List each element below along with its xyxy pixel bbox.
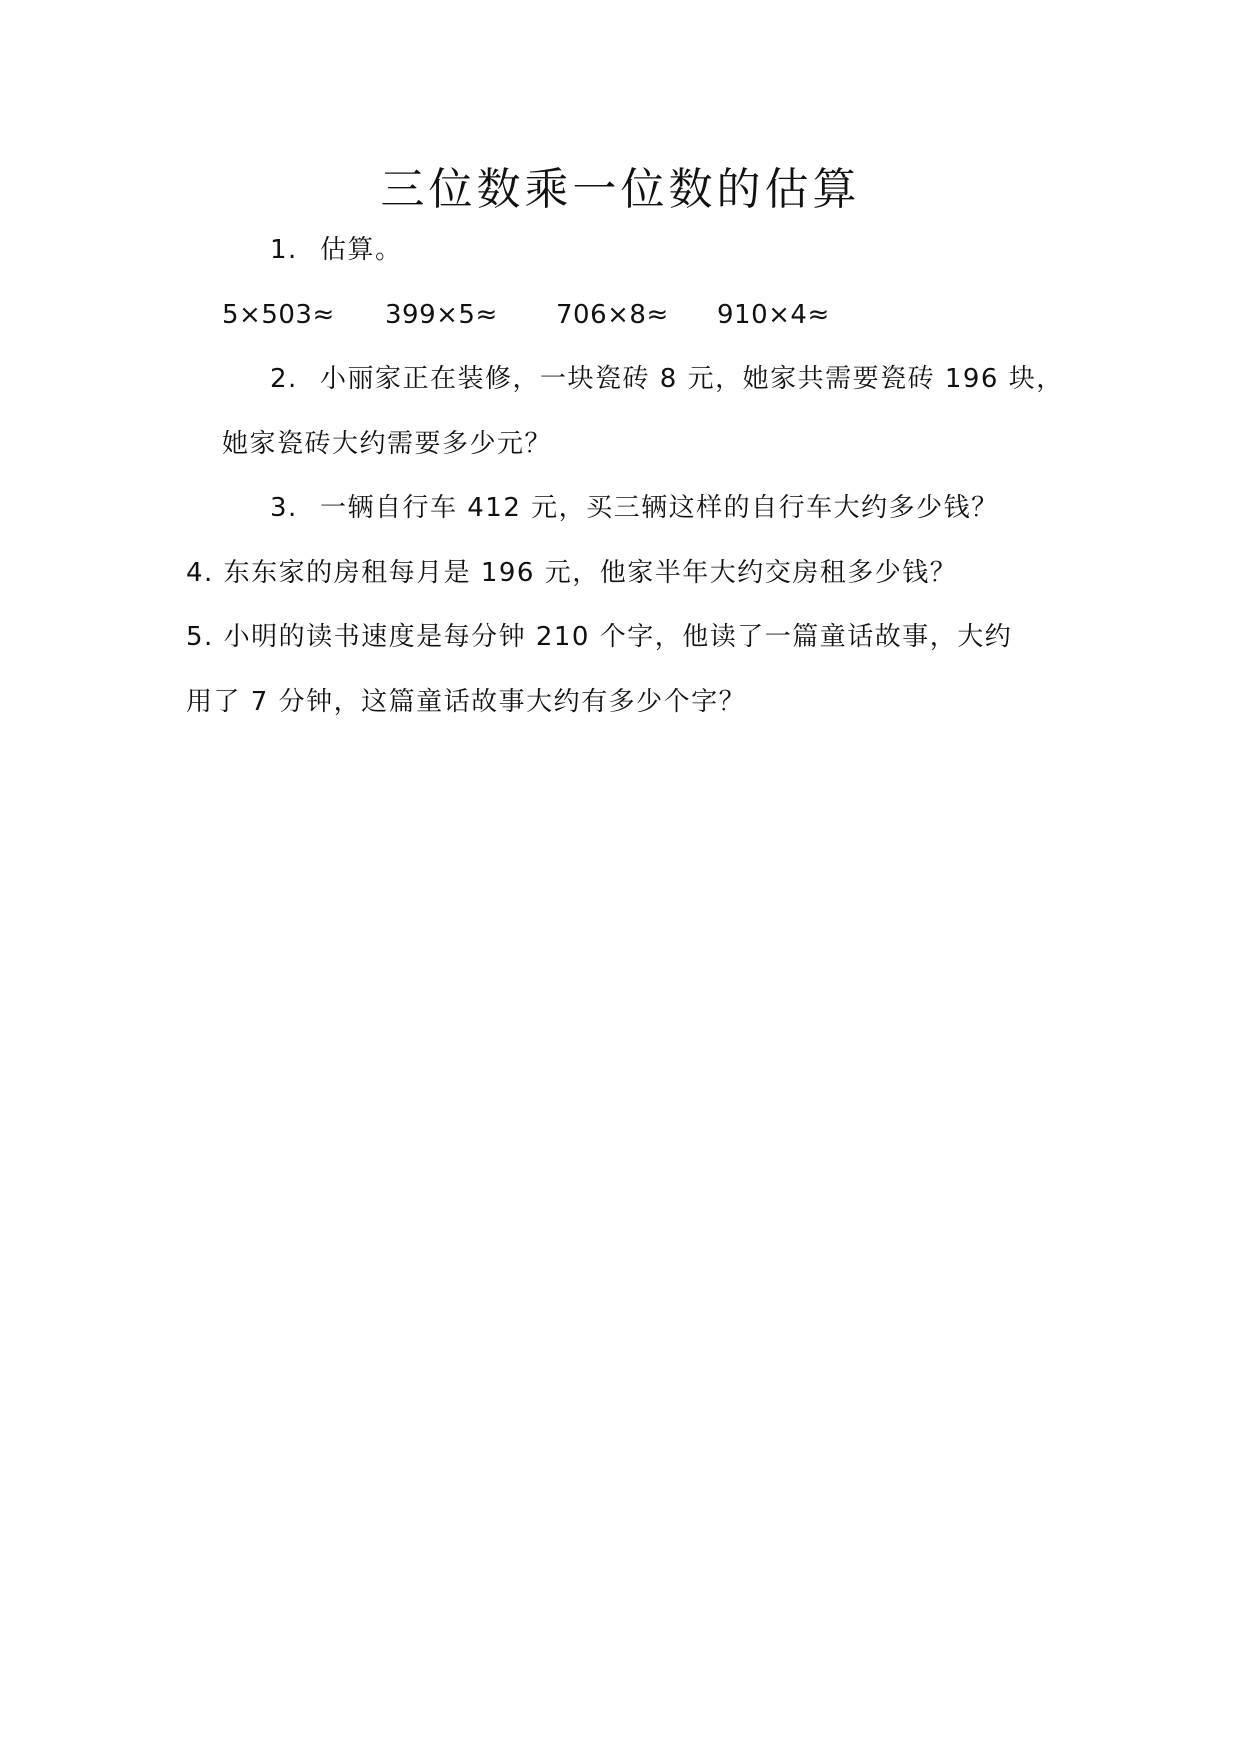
question-1 xyxy=(270,230,403,270)
question-2-number: 2. xyxy=(270,364,298,394)
question-2 xyxy=(270,359,1064,399)
question-5-line-2: 用了 7 分钟，这篇童话故事大约有多少个字？ xyxy=(186,687,747,717)
question-4: 4. 东东家的房租每月是 196 元，他家半年大约交房租多少钱？ xyxy=(186,558,958,588)
question-2-line-2: 她家瓷砖大约需要多少元？ xyxy=(222,429,553,459)
estimate-expression-4: 910×4≈ xyxy=(717,300,830,330)
question-3 xyxy=(270,488,999,528)
page-title: 三位数乘一位数的估算 xyxy=(380,164,861,215)
question-1-text: 估算。 xyxy=(320,235,403,265)
question-5-line-1: 5. 小明的读书速度是每分钟 210 个字，他读了一篇童话故事，大约 xyxy=(186,622,1013,652)
question-2-line-1: 小丽家正在装修，一块瓷砖 8 元，她家共需要瓷砖 196 块， xyxy=(320,364,1064,394)
estimate-expression-2: 399×5≈ xyxy=(385,300,498,330)
question-3-number: 3. xyxy=(270,493,298,523)
estimate-expression-3: 706×8≈ xyxy=(556,300,669,330)
question-3-text: 一辆自行车 412 元，买三辆这样的自行车大约多少钱？ xyxy=(320,493,999,523)
estimate-expression-1: 5×503≈ xyxy=(222,300,335,330)
question-1-number: 1. xyxy=(270,235,298,265)
